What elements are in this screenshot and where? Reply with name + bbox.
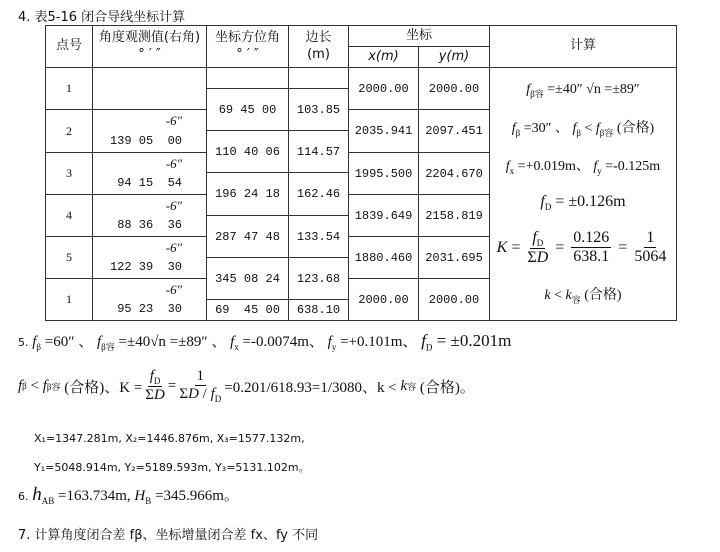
point-id-text: 4 — [66, 208, 72, 222]
header-azimuth — [206, 25, 289, 68]
answer-7: 7. 计算角度闭合差 fβ、坐标增量闭合差 fx、fy 不同 — [18, 528, 319, 543]
x-coord — [348, 152, 419, 195]
header-side-label: 边长 — [305, 29, 332, 45]
answer-5-line-2: f β < f β容 (合格)、K = $\frac{f_D}{\Sigma D}$ = $\frac{1}{\Sigma D / f_D}$ =0.201/618.93=1/3080、k < k 容 (合格)。 — [18, 368, 475, 404]
azimuth-cell — [206, 257, 289, 300]
y-coord — [418, 67, 490, 110]
y-value: 2000.00 — [428, 81, 480, 96]
azimuth-cell — [206, 215, 289, 258]
answer-5-line-1: 5. $f_\beta =60''$ 、 $f_{\beta 容} =\pm 40√n =\pm 89''$ 、 $f_x =-0.0074m$、 $f_y =+0.101m$、 $f_D = \pm 0.201m$ — [18, 331, 512, 353]
side-length-value: 638.10 — [296, 303, 341, 317]
calc-line-5: K = $\frac{f_D}{\Sigma D}$ = $\frac{0.126}{638.1}$ = $\frac{1}{5064}$ — [496, 228, 667, 267]
answer-6: 6. $h_{AB} =163.734m$, $H_B =345.966m$。 — [18, 484, 239, 506]
azimuth-cell — [206, 299, 289, 321]
angle-value: 95 23 30 — [117, 302, 182, 317]
y-coord — [418, 236, 490, 279]
azimuth-cell — [206, 130, 289, 173]
header-point: 点号 — [45, 25, 93, 68]
angle-correction: -6″ — [165, 239, 182, 255]
x-value: 1880.460 — [354, 250, 413, 265]
side-length-cell — [288, 215, 349, 258]
x-value: 1839.649 — [354, 208, 413, 223]
calc-line-3: $f_x =+0.019m$、 $f_y =-0.125m$ — [505, 159, 661, 177]
header-angle-label: 角度观测值(右角) — [98, 29, 201, 45]
calc-text: =30″ 、 — [523, 120, 569, 136]
x-coord — [348, 278, 419, 321]
y-coord — [418, 278, 490, 321]
azimuth-value: 69 45 00 — [218, 102, 277, 117]
x-value: 2000.00 — [358, 81, 409, 96]
angle-value: 122 39 30 — [109, 260, 182, 275]
side-length-cell — [288, 257, 349, 300]
x-value: 2035.941 — [354, 124, 413, 138]
y-coord — [418, 152, 490, 195]
side-cell-empty — [288, 67, 349, 89]
angle-value: 88 36 36 — [117, 218, 182, 233]
azimuth-cell-empty — [206, 67, 289, 89]
point-id-text: 1 — [66, 292, 72, 306]
text: (合格)。 — [419, 379, 475, 396]
point-id — [45, 152, 93, 195]
side-length-value: 103.85 — [296, 102, 341, 117]
point-id-text: 3 — [66, 166, 72, 180]
x-value: 2000.00 — [358, 292, 409, 307]
calc-text: = ±0.126m — [555, 192, 626, 210]
calc-line-1: $f_{\beta 容} =\pm 40''$ √n =±89″ — [526, 82, 640, 100]
x-coord — [348, 67, 419, 110]
point-id-text: 2 — [66, 123, 72, 138]
header-side-unit: (m) — [307, 46, 330, 62]
point-id — [45, 67, 93, 110]
x-coordinates: X₁=1347.281m, X₂=1446.876m, X₃=1577.132m, — [34, 432, 305, 445]
k-den: 638.1 — [573, 248, 610, 266]
y-coordinates: Y₁=5048.914m, Y₂=5189.593m, Y₃=5131.102m。 — [34, 461, 310, 474]
header-azimuth-label: 坐标方位角 — [214, 29, 280, 45]
angle-cell — [92, 236, 207, 279]
angle-cell — [92, 278, 207, 321]
angle-cell — [92, 194, 207, 237]
calc-text: =±40″ √n =±89″ — [547, 82, 640, 98]
calc-text: =+0.019m、 — [517, 159, 590, 175]
text: =60″ 、 — [44, 334, 94, 350]
y-value: 2031.695 — [425, 250, 483, 265]
text: (合格)、K = — [64, 379, 143, 396]
point-id-text: 1 — [66, 81, 72, 95]
x-coord — [348, 236, 419, 279]
side-length-cell — [288, 130, 349, 173]
calc-line-2: $f_\beta =30''$ 、 $f_\beta < f_{\beta 容}$ (合格) — [511, 120, 655, 138]
header-coord: 坐标 — [348, 25, 490, 47]
y-value: 2000.00 — [428, 292, 480, 307]
calc-cell — [489, 67, 677, 321]
angle-correction: -6″ — [165, 281, 182, 297]
header-azimuth-units: ° ′ ″ — [236, 46, 259, 62]
angle-value: 139 05 00 — [109, 133, 182, 148]
side-length-value: 123.68 — [296, 271, 341, 286]
angle-correction: -6″ — [165, 197, 182, 213]
azimuth-value: 110 40 06 — [215, 144, 280, 159]
point-id-text: 5 — [66, 250, 72, 264]
y-coord — [418, 109, 490, 153]
k-num: 0.126 — [573, 229, 610, 247]
item-number: 5. — [18, 336, 29, 349]
y-value: 2097.451 — [425, 124, 483, 138]
side-length-value: 162.46 — [296, 187, 341, 201]
calc-line-4: $f_D = \pm 0.126m$ — [540, 192, 626, 213]
azimuth-value: 196 24 18 — [215, 187, 280, 201]
angle-value: 94 15 54 — [117, 176, 182, 191]
angle-correction: -6″ — [165, 113, 182, 128]
k-ratio-den: 5064 — [634, 248, 667, 266]
y-value: 2204.670 — [425, 166, 483, 181]
y-value: 2158.819 — [425, 208, 483, 223]
header-x: x(m) — [348, 46, 419, 68]
azimuth-value: 345 08 24 — [215, 271, 280, 286]
calc-text: (合格) — [616, 120, 655, 136]
text: =345.966m。 — [155, 488, 239, 504]
text: = ±0.201m — [436, 331, 512, 350]
header-angle — [92, 25, 207, 68]
y-coord — [418, 194, 490, 237]
point-id — [45, 278, 93, 321]
side-length-cell — [288, 172, 349, 216]
azimuth-value: 69 45 00 — [215, 303, 280, 317]
x-value: 1995.500 — [354, 166, 413, 181]
text: =+0.101m、 — [340, 334, 418, 350]
side-length-cell — [288, 88, 349, 131]
calc-text: (合格) — [584, 287, 622, 303]
x-coord — [348, 194, 419, 237]
side-length-value: 114.57 — [296, 144, 341, 159]
azimuth-value: 287 47 48 — [215, 229, 280, 244]
angle-cell — [92, 109, 207, 153]
header-y: y(m) — [418, 46, 490, 68]
text: =163.734m, — [58, 488, 131, 504]
x-coord — [348, 109, 419, 153]
table-title: 4. 表5-16 闭合导线坐标计算 — [18, 10, 186, 25]
side-length-value: 133.54 — [296, 229, 341, 244]
k-ratio-num: 1 — [646, 229, 655, 247]
side-length-cell — [288, 299, 349, 321]
header-side — [288, 25, 349, 68]
text: =-0.0074m、 — [242, 334, 324, 350]
calc-text: =-0.125m — [605, 159, 661, 175]
angle-cell — [92, 152, 207, 195]
header-calc: 计算 — [489, 25, 677, 68]
point-id — [45, 194, 93, 237]
azimuth-cell — [206, 88, 289, 131]
azimuth-cell — [206, 172, 289, 216]
point-id — [45, 109, 93, 153]
calc-line-6: $k < k_容$ (合格) — [544, 287, 622, 305]
angle-correction: -6″ — [165, 155, 182, 171]
angle-cell — [92, 67, 207, 110]
header-angle-units: ° ′ ″ — [138, 46, 161, 62]
item-number: 6. — [18, 490, 29, 503]
text: 1 — [196, 368, 205, 384]
text: =0.201/618.93=1/3080、k < — [224, 379, 397, 396]
text: =±40√n =±89″ 、 — [118, 334, 227, 350]
point-id — [45, 236, 93, 279]
